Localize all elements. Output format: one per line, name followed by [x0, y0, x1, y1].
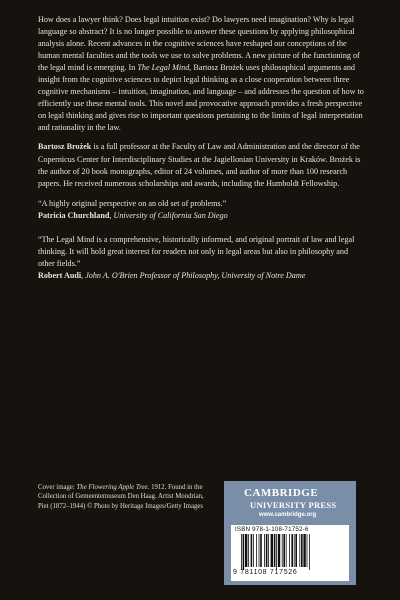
- review-quote-2: [38, 234, 364, 282]
- quote-author-affiliation: John A. O'Brien Professor of Philosophy, University of Notre Dame: [85, 270, 306, 280]
- text-column: [38, 14, 364, 294]
- quote-attribution: Robert Audi, John A. O'Brien Professor of Philosophy, University of Notre Dame: [38, 270, 306, 280]
- publisher-subname: UNIVERSITY PRESS: [250, 500, 337, 510]
- quote-text: “A highly original perspective on an old set of problems.”: [38, 198, 227, 208]
- credit-prefix: Cover image:: [38, 484, 77, 491]
- barcode-box: [231, 525, 349, 581]
- publisher-url: www.cambridge.org: [259, 512, 317, 518]
- publisher-panel: [224, 481, 356, 585]
- review-quote-1: [38, 198, 364, 222]
- author-name: Bartosz Brożek: [38, 142, 92, 152]
- publisher-name: CAMBRIDGE: [244, 487, 319, 499]
- credit-rest: . 1912. Found in the Collection of Gemeentemuseum Den Haag. Artist Mondrian, Piet (1872–1944) © Photo by Heritage Images/Getty Images: [38, 484, 204, 510]
- author-bio: [38, 141, 364, 189]
- blurb-part1: How does a lawyer think? Does legal intuition exist? Do lawyers need imagination? Why is legal language so abstract? It is no longer possible to answer these questions by applying philosophical analysis alone. Recent advances in the cognitive sciences have reshaped our conceptions of the human mental faculties and the tools we use to solve problems. A new picture of the functioning of the legal mind is emerging. In: [38, 15, 360, 73]
- publisher-logo: [244, 487, 336, 511]
- barcode-icon: [239, 534, 341, 570]
- blurb-part2: , Bartosz Brożek uses philosophical arguments and insight from the cognitive sciences to depict legal thinking as a close cooperation between three cognitive mechanisms – intuition, imagination, and language – and addresses the question of how to efficiently use these mental tools. This novel and provocative approach provides a fresh perspective on legal thinking and gives rise to important questions pertaining to the limits of legal interpretation and rationality in the law.: [38, 63, 364, 133]
- author-bio-text: is a full professor at the Faculty of Law and Administration and the director of the Copernicus Center for Interdisciplinary Studies at the Jagiellonian University in Kraków. Brożek is the author of 20 book monographs, editor of 24 volumes, and author of more than 100 research papers. He received numerous scholarships and awards, including the Humboldt Fellowship.: [38, 142, 361, 188]
- blurb-paragraph: [38, 14, 364, 134]
- barcode-digits: 9 781108 717526: [233, 569, 298, 576]
- quote-author-affiliation: University of California San Diego: [113, 210, 228, 220]
- quote-author-name: Robert Audi: [38, 270, 82, 280]
- quote-attribution: Patricia Churchland, University of California San Diego: [38, 210, 228, 220]
- credit-artwork-title: The Flowering Apple Tree: [76, 484, 148, 491]
- blurb-book-title: The Legal Mind: [137, 63, 190, 73]
- quote-author-name: Patricia Churchland: [38, 210, 110, 220]
- quote-text: “The Legal Mind is a comprehensive, historically informed, and original portrait of law and legal thinking. It will hold great interest for readers not only in legal areas but also in philosophy and other fields.”: [38, 234, 355, 268]
- cover-image-credit: [38, 483, 208, 511]
- isbn-label: ISBN 978-1-108-71752-6: [235, 526, 309, 533]
